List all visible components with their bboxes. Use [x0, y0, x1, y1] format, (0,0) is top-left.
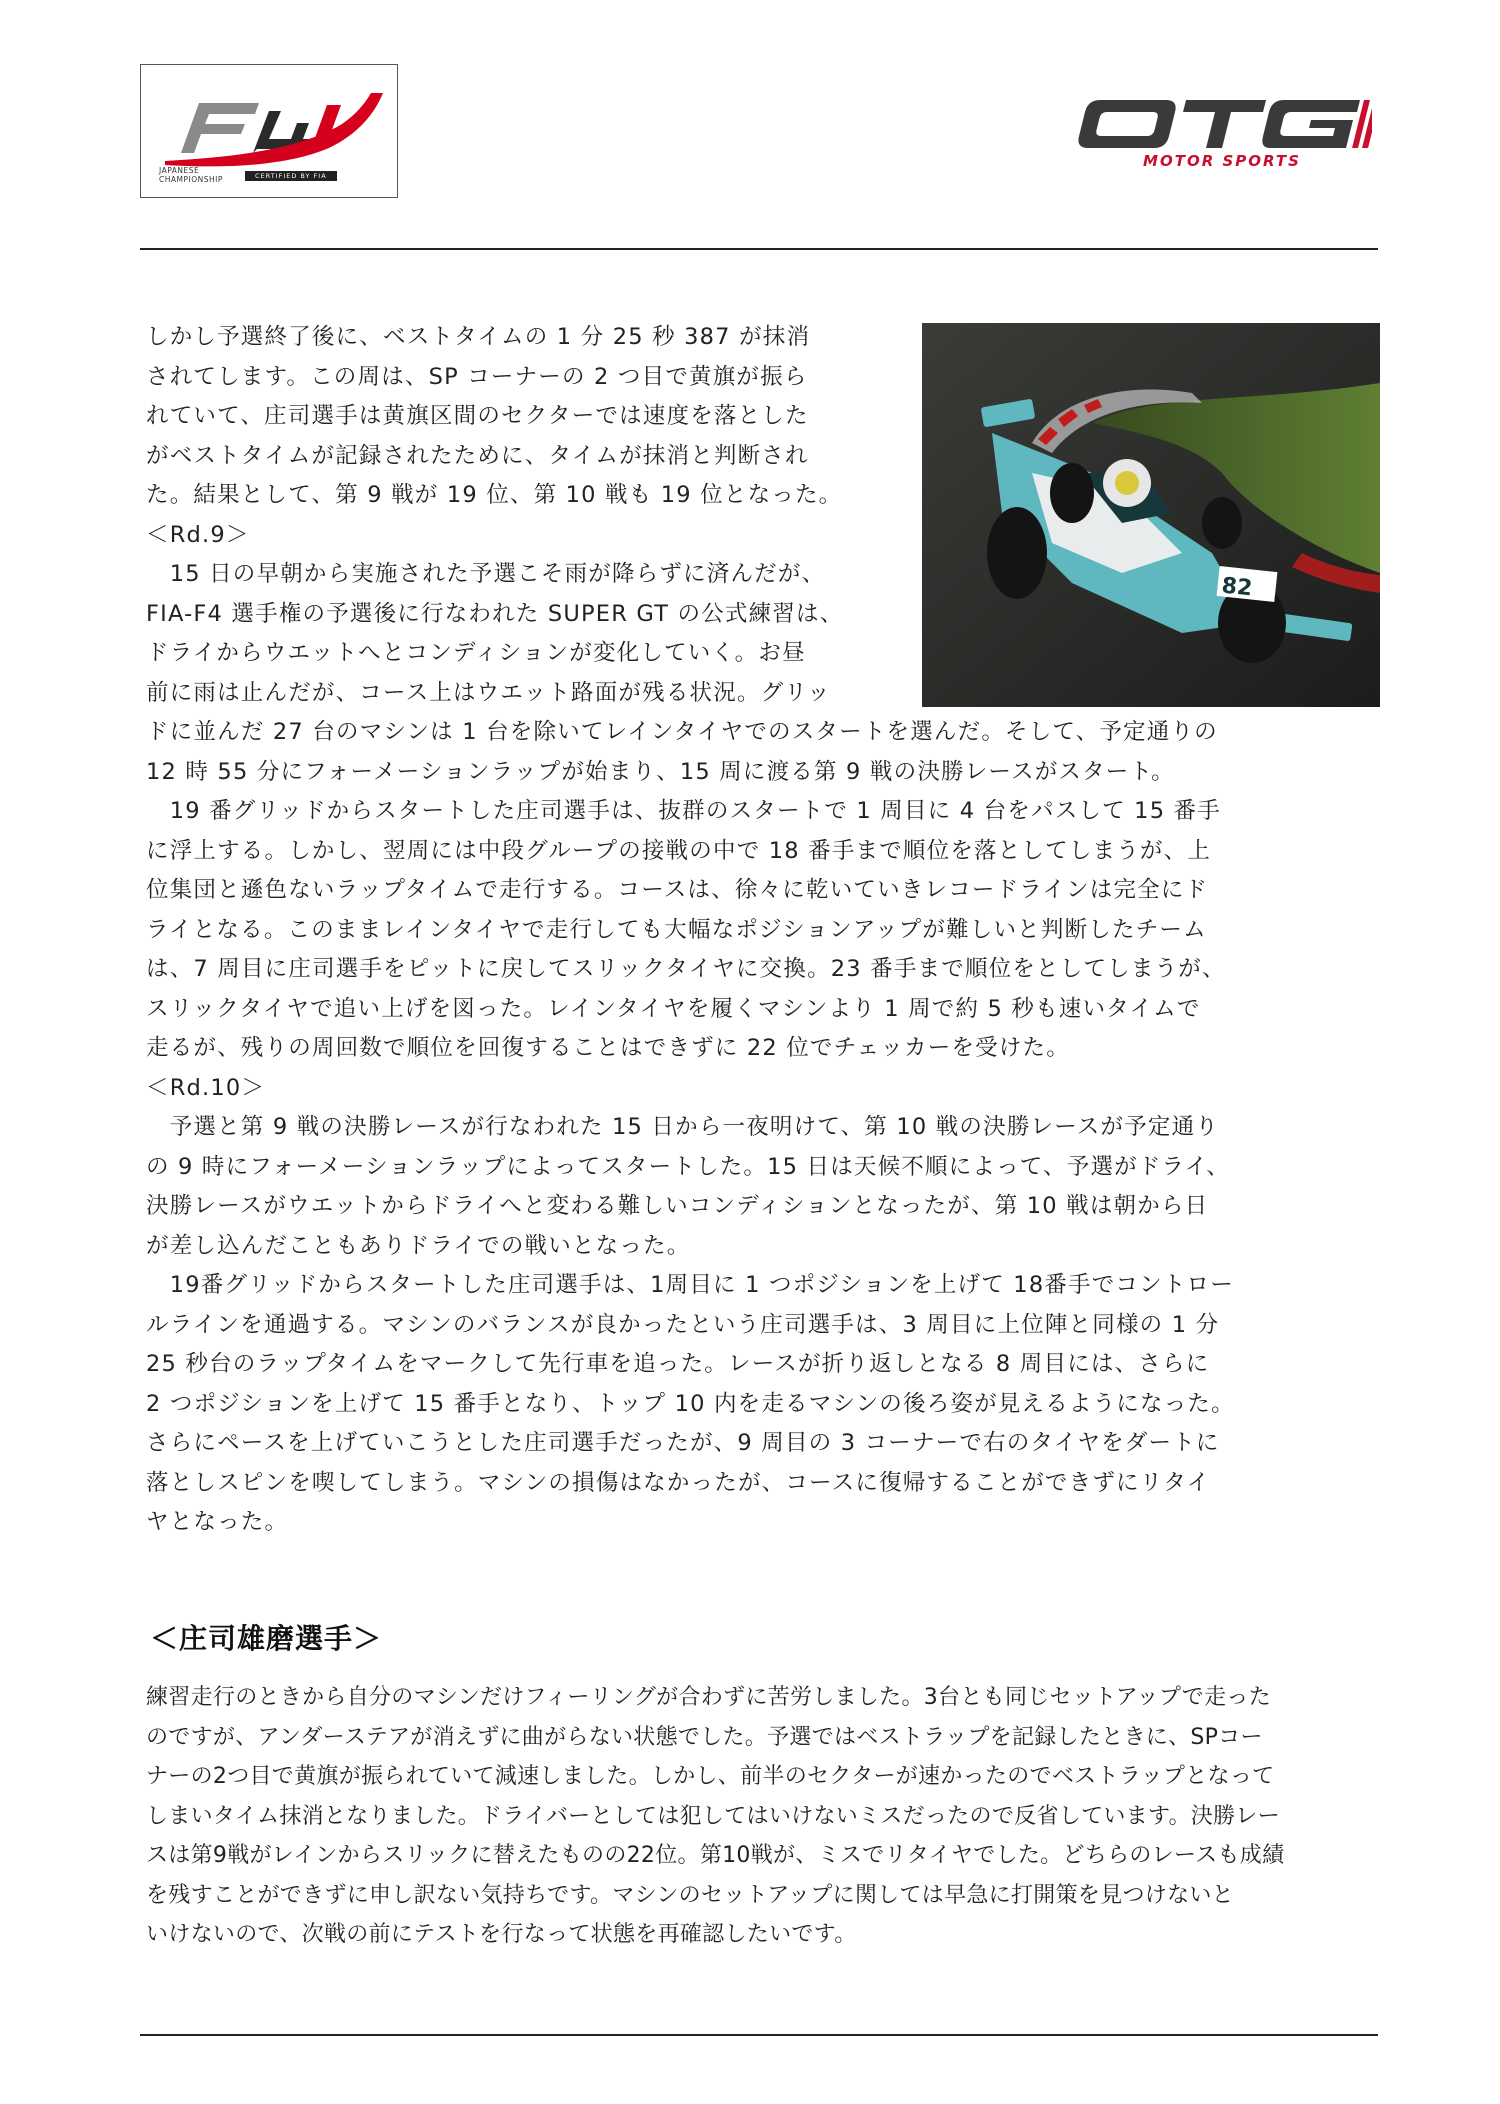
otg-motorsports-logo	[1072, 92, 1372, 174]
article-paragraph-line: 走るが、残りの周回数で順位を回復することはできずに 22 位でチェッカーを受けた。	[146, 1035, 1070, 1061]
comment-paragraph-line: しまいタイム抹消となりました。ドライバーとしては犯してはいけないミスだったので反省しています。決勝レー	[146, 1803, 1281, 1829]
article-paragraph-line: スリックタイヤで追い上げを図った。レインタイヤを履くマシンより 1 周で約 5 秒も速いタイムで	[146, 995, 1201, 1022]
article-paragraph-line: 19番グリッドからスタートした庄司選手は、1周目に 1 つポジションを上げて 18番手でコントロー	[146, 1272, 1234, 1298]
article-paragraph-line: に浮上する。しかし、翌周には中段グループの接戦の中で 18 番手まで順位を落としてしまうが、上	[146, 837, 1212, 864]
comment-paragraph-line: いけないので、次戦の前にテストを行なって状態を再確認したいです。	[146, 1922, 857, 1947]
comment-paragraph-line: ナーの2つ目で黄旗が振られていて減速しました。しかし、前半のセクターが速かったのでベストラップとなって	[146, 1764, 1275, 1789]
comment-paragraph-line: を残すことができずに申し訳ない気持ちです。マシンのセットアップに関しては早急に打開策を見つけないと	[146, 1882, 1234, 1908]
article-paragraph-line: 位集団と遜色ないラップタイムで走行する。コースは、徐々に乾いていきレコードラインは完全にド	[146, 877, 1209, 903]
article-paragraph-line: ＜Rd.10＞	[146, 1074, 266, 1101]
article-paragraph-line: 2 つポジションを上げて 15 番手となり、トップ 10 内を走るマシンの後ろ姿が見えるようになった。	[146, 1390, 1235, 1417]
header-divider	[140, 248, 1378, 250]
article-paragraph-line: がベストタイムが記録されたために、タイムが抹消と判断され	[146, 442, 809, 469]
f4-certified-badge: CERTIFIED BY FIA	[245, 171, 337, 181]
article-paragraph-line: 落としスピンを喫してしまう。マシンの損傷はなかったが、コースに復帰することができずにリタイ	[146, 1469, 1211, 1496]
article-paragraph-line: れていて、庄司選手は黄旗区間のセクターでは速度を落とした	[146, 403, 809, 429]
article-body	[146, 318, 1235, 1543]
article-paragraph-line: は、7 周目に庄司選手をピットに戻してスリックタイヤに交換。23 番手まで順位をとしてしまうが、	[146, 956, 1226, 982]
article-paragraph-line: ドライからウエットへとコンディションが変化していく。お昼	[146, 640, 806, 666]
article-paragraph-line: ヤとなった。	[146, 1509, 289, 1535]
article-paragraph-line: FIA-F4 選手権の予選後に行なわれた SUPER GT の公式練習は、	[146, 600, 844, 627]
f4-subtitle-line: JAPANESE	[159, 166, 200, 175]
article-paragraph-line: 15 日の早朝から実施された予選こそ雨が降らずに済んだが、	[146, 561, 826, 587]
f4-subtitle	[159, 166, 223, 184]
comment-paragraph-line: スは第9戦がレインからスリックに替えたものの22位。第10戦が、ミスでリタイヤでした。どちらのレースも成績	[146, 1843, 1285, 1868]
otg-wordmark-icon	[1072, 92, 1372, 154]
driver-comment-title: ＜庄司雄磨選手＞	[150, 1622, 383, 1655]
article-paragraph-line: 予選と第 9 戦の決勝レースが行なわれた 15 日から一夜明けて、第 10 戦の決勝レースが予定通り	[146, 1114, 1219, 1140]
article-paragraph-line: ドに並んだ 27 台のマシンは 1 台を除いてレインタイヤでのスタートを選んだ。そして、予定通りの	[146, 719, 1218, 745]
article-paragraph-line: さらにペースを上げていこうとした庄司選手だったが、9 周目の 3 コーナーで右のタイヤをダートに	[146, 1430, 1220, 1456]
otg-subtitle: MOTOR SPORTS	[1143, 152, 1301, 170]
car-number-label: 82	[1220, 573, 1254, 602]
comment-paragraph-line: のですが、アンダーステアが消えずに曲がらない状態でした。予選ではベストラップを記録したときに、SPコー	[146, 1724, 1263, 1750]
article-paragraph-line: ＜Rd.9＞	[146, 521, 250, 548]
article-paragraph-line: 前に雨は止んだが、コース上はウエット路面が残る状況。グリッ	[146, 679, 831, 706]
comment-paragraph-line: 練習走行のときから自分のマシンだけフィーリングが合わずに苦労しました。3台とも同じセットアップで走った	[146, 1685, 1272, 1710]
article-paragraph-line: 19 番グリッドからスタートした庄司選手は、抜群のスタートで 1 周目に 4 台をパスして 15 番手	[146, 798, 1221, 824]
article-paragraph-line: ルラインを通過する。マシンのバランスが良かったという庄司選手は、3 周目に上位陣と同様の 1 分	[146, 1311, 1220, 1338]
footer-divider	[140, 2034, 1378, 2036]
article-paragraph-line: されてします。この周は、SP コーナーの 2 つ目で黄旗が振ら	[146, 363, 808, 390]
article-paragraph-line: が差し込んだこともありドライでの戦いとなった。	[146, 1232, 691, 1259]
driver-comment-body	[146, 1678, 1284, 1955]
article-paragraph-line: の 9 時にフォーメーションラップによってスタートした。15 日は天候不順によって、予選がドライ、	[146, 1153, 1230, 1180]
article-paragraph-line: ライとなる。このままレインタイヤで走行しても大幅なポジションアップが難しいと判断したチーム	[146, 916, 1207, 943]
article-paragraph-line: 12 時 55 分にフォーメーションラップが始まり、15 周に渡る第 9 戦の決勝レースがスタート。	[146, 758, 1175, 785]
f4-subtitle-line: CHAMPIONSHIP	[159, 175, 223, 184]
article-paragraph-line: 25 秒台のラップタイムをマークして先行車を追った。レースが折り返しとなる 8 周目には、さらに	[146, 1351, 1210, 1377]
article-paragraph-line: 決勝レースがウエットからドライへと変わる難しいコンディションとなったが、第 10 戦は朝から日	[146, 1193, 1209, 1219]
f4-championship-logo	[140, 64, 398, 198]
article-paragraph-line: た。結果として、第 9 戦が 19 位、第 10 戦も 19 位となった。	[146, 482, 843, 508]
article-paragraph-line: しかし予選終了後に、ベストタイムの 1 分 25 秒 387 が抹消	[146, 324, 811, 350]
